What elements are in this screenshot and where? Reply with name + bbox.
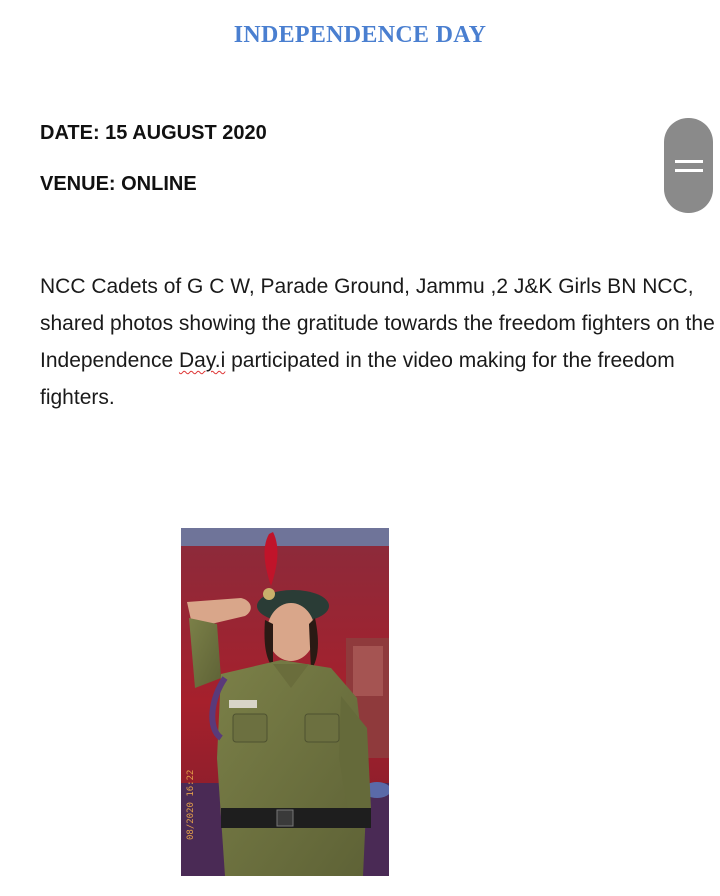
event-venue: VENUE: ONLINE: [40, 173, 197, 195]
event-date: DATE: 15 AUGUST 2020: [40, 122, 267, 144]
photo-timestamp: 08/2020 16:22: [186, 769, 196, 840]
cadet-salute-photo: [181, 528, 389, 876]
event-description: [40, 268, 720, 416]
document-title: INDEPENDENCE DAY: [233, 22, 487, 48]
grip-line-icon: [675, 169, 703, 172]
description-text-end: participated in the video making for the freedom fighters.: [40, 349, 675, 409]
description-text: NCC Cadets of G C W, Parade Ground, Jammu ,2 J&K Girls BN NCC, shared photos showing the gratitude towards the freedom fighters on the Independence: [40, 275, 715, 372]
spellcheck-flagged-word[interactable]: Day.i: [178, 349, 226, 372]
grip-line-icon: [675, 160, 703, 163]
scroll-handle[interactable]: [664, 118, 713, 213]
